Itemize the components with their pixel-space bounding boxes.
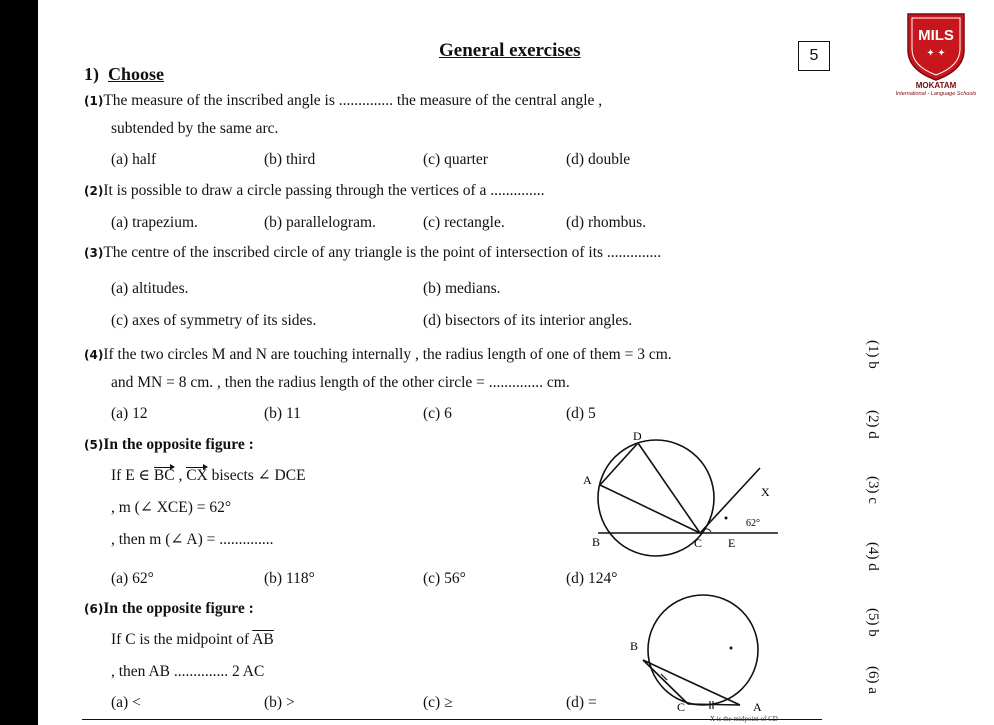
option-6d[interactable]: (d) = <box>566 694 597 711</box>
question-6-line2: If C is the midpoint of $\overline{AB}$ <box>111 631 274 648</box>
svg-text:✦ ✦: ✦ ✦ <box>926 48 946 59</box>
option-2b[interactable]: (b) parallelogram. <box>264 214 376 231</box>
option-1a[interactable]: (a) half <box>111 151 157 168</box>
logo-subtitle: International - Language Schools <box>895 91 977 97</box>
section-label: Choose <box>108 64 165 84</box>
figure-question-6 <box>613 588 783 716</box>
question-3-line1: (3)The centre of the inscribed circle of any triangle is the point of intersection of its .............. <box>84 244 662 261</box>
svg-text:X: X <box>761 485 770 499</box>
question-2-line1: (2)It is possible to draw a circle passing through the vertices of a .............. <box>84 182 545 199</box>
option-2c[interactable]: (c) rectangle. <box>423 214 505 231</box>
shield-icon <box>896 12 976 82</box>
option-4b[interactable]: (b) 11 <box>264 405 301 422</box>
figure-question-5 <box>578 428 788 563</box>
svg-text:E: E <box>728 536 736 550</box>
answer-3: (3) c <box>865 476 881 504</box>
option-3d[interactable]: (d) bisectors of its interior angles. <box>423 312 633 329</box>
option-1d[interactable]: (d) double <box>566 151 631 168</box>
svg-text:B: B <box>630 639 639 653</box>
school-logo <box>896 12 976 122</box>
option-2d[interactable]: (d) rhombus. <box>566 214 647 231</box>
question-6-line3: , then AB .............. 2 AC <box>111 663 265 680</box>
option-3c[interactable]: (c) axes of symmetry of its sides. <box>111 312 317 329</box>
footer-fragment: X is the midpoint of CD <box>710 715 778 723</box>
option-3a[interactable]: (a) altitudes. <box>111 280 189 297</box>
option-4d[interactable]: (d) 5 <box>566 405 596 422</box>
answer-5: (5) b <box>865 608 881 637</box>
option-1b[interactable]: (b) third <box>264 151 316 168</box>
question-5-line4: , then m (∠ A) = .............. <box>111 531 274 548</box>
option-4c[interactable]: (c) 6 <box>423 405 452 422</box>
logo-name: MOKATAM <box>915 81 957 90</box>
option-5d[interactable]: (d) 124° <box>566 570 618 587</box>
svg-text:62°: 62° <box>746 518 760 529</box>
svg-text:D: D <box>633 429 642 443</box>
option-5b[interactable]: (b) 118° <box>264 570 315 587</box>
svg-text:A: A <box>753 700 762 714</box>
option-6c[interactable]: (c) ≥ <box>423 694 453 711</box>
option-4a[interactable]: (a) 12 <box>111 405 148 422</box>
question-1-line2: subtended by the same arc. <box>111 120 279 137</box>
question-4-line1: (4)If the two circles M and N are touching internally , the radius length of one of them = 3 cm. <box>84 346 672 363</box>
question-6-line1: (6)In the opposite figure : <box>84 600 254 617</box>
question-1-line1: (1)The measure of the inscribed angle is .............. the measure of the central angle , <box>84 92 603 109</box>
answer-6: (6) a <box>865 666 881 694</box>
answer-2: (2) d <box>865 410 881 439</box>
option-5a[interactable]: (a) 62° <box>111 570 154 587</box>
option-3b[interactable]: (b) medians. <box>423 280 501 297</box>
option-5c[interactable]: (c) 56° <box>423 570 466 587</box>
svg-text:C: C <box>677 700 686 714</box>
svg-text:A: A <box>583 473 592 487</box>
question-4-line2: and MN = 8 cm. , then the radius length of the other circle = .............. cm. <box>111 374 570 391</box>
page-number: 5 <box>798 41 830 71</box>
svg-text:B: B <box>592 535 601 549</box>
worksheet-page <box>38 0 994 725</box>
option-2a[interactable]: (a) trapezium. <box>111 214 198 231</box>
option-1c[interactable]: (c) quarter <box>423 151 488 168</box>
logo-text: MILS <box>918 27 954 44</box>
option-6b[interactable]: (b) > <box>264 694 295 711</box>
svg-text:C: C <box>694 536 703 550</box>
option-6a[interactable]: (a) < <box>111 694 141 711</box>
page-title: General exercises <box>439 40 581 61</box>
question-5-line2: If E ∈ BC , CX bisects ∠ DCE <box>111 467 306 484</box>
section-number: 1) <box>84 64 99 84</box>
question-5-line1: (5)In the opposite figure : <box>84 436 254 453</box>
question-5-line3: , m (∠ XCE) = 62° <box>111 499 232 516</box>
section-heading <box>84 64 164 85</box>
answer-1: (1) b <box>865 340 881 369</box>
answer-4: (4) d <box>865 542 881 571</box>
